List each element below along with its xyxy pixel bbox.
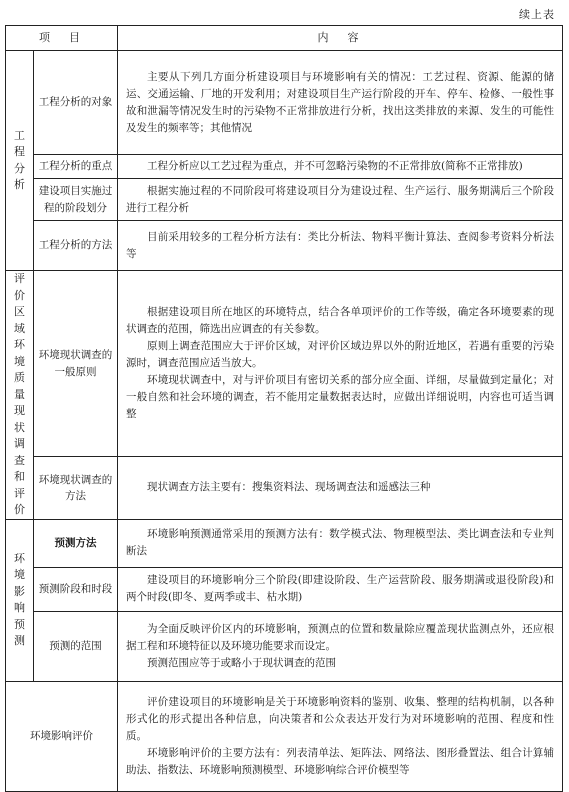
content-paragraph: 根据建设项目所在地区的环境特点，结合各单项评价的工作等级，确定各环境要素的现状调查的范围，筛选出应调查的有关参数。	[126, 306, 554, 336]
category-cell	[6, 271, 34, 520]
subitem-label: 预测方法	[54, 536, 97, 549]
content-cell	[118, 271, 563, 457]
content-table	[5, 25, 563, 792]
table-row	[6, 611, 563, 681]
category-label: 评价区域环境质量现状调查和评价	[14, 272, 25, 516]
subitem-cell	[34, 155, 118, 179]
content-cell	[118, 221, 563, 271]
content-cell	[118, 519, 563, 567]
subitem-label: 工程分析的对象	[38, 96, 113, 109]
content-paragraph: 建设项目的环境影响分三个阶段(即建设阶段、生产运营阶段、服务期满或退役阶段)和两个时段(即冬、夏两季或丰、枯水期)	[126, 574, 554, 603]
content-cell	[118, 611, 563, 681]
content-paragraph: 预测范围应等于或略小于现状调查的范围	[147, 656, 336, 669]
content-cell	[118, 681, 563, 791]
table-row	[6, 457, 563, 519]
subitem-cell	[34, 519, 118, 567]
table-header-row	[6, 26, 563, 51]
subitem-cell	[34, 611, 118, 681]
content-paragraph: 环境现状调查中，对与评价项目有密切关系的部分应全面、详细，尽量做到定量化；对一般自然和社会环境的调查，若不能用定量数据表达时，应做出详细说明，内容也可适当调整	[126, 374, 554, 421]
content-paragraph: 工程分析应以工艺过程为重点，并不可忽略污染物的不正常排放(简称不正常排放)	[147, 160, 523, 172]
content-paragraph: 现状调查方法主要有：搜集资料法、现场调查法和遥感法三种	[147, 481, 431, 494]
table-row	[6, 519, 563, 567]
subitem-label: 工程分析的方法	[38, 239, 113, 252]
table-row	[6, 221, 563, 271]
subitem-cell	[34, 271, 118, 457]
category-cell	[6, 51, 34, 271]
category-cell	[6, 519, 34, 681]
continuation-label: 续上表	[519, 8, 555, 21]
header-content: 内 容	[118, 26, 563, 51]
category-label: 环境影响预测	[14, 551, 25, 647]
subitem-label: 建设项目实施过程的阶段划分	[38, 185, 113, 214]
content-paragraph: 目前采用较多的工程分析方法有：类比分析法、物料平衡计算法、查阅参考资料分析法等	[126, 230, 554, 260]
merged-item-label: 环境影响评价	[30, 729, 93, 742]
category-label: 工程分析	[14, 128, 25, 191]
content-paragraph: 为全面反映评价区内的环境影响，预测点的位置和数量除应覆盖现状监测点外，还应根据工程和环境特征以及环境功能要求而设定。	[126, 622, 554, 652]
subitem-cell	[34, 179, 118, 221]
subitem-label: 环境现状调查的一般原则	[38, 349, 113, 378]
table-row	[6, 155, 563, 179]
table-row	[6, 567, 563, 611]
content-cell	[118, 567, 563, 611]
content-cell	[118, 51, 563, 155]
content-cell	[118, 457, 563, 519]
content-cell	[118, 155, 563, 179]
table-row	[6, 681, 563, 791]
subitem-label: 环境现状调查的方法	[38, 473, 113, 502]
content-paragraph: 主要从下列几方面分析建设项目与环境影响有关的情况：工艺过程、资源、能源的储运、交通运输、厂地的开发利用；对建设项目生产运行阶段的开车、停车、检修、一般性事故和泄漏等情况发生时的污染物不正常排放进行分析，找出这类排放的来源、发生的可能性及发生的频率等；其他情况	[126, 70, 554, 134]
subitem-label: 预测阶段和时段	[38, 582, 113, 595]
subitem-cell	[34, 457, 118, 519]
subitem-cell	[34, 51, 118, 155]
merged-item-cell	[6, 681, 118, 791]
table-row	[6, 51, 563, 155]
subitem-cell	[34, 221, 118, 271]
subitem-cell	[34, 567, 118, 611]
content-paragraph: 评价建设项目的环境影响是关于环境影响资料的鉴别、收集、整理的结构机制，以各种形式化的形式提出各种信息，向决策者和公众表达开发行为对环境影响的范围、程度和性质。	[126, 695, 554, 742]
table-row	[6, 271, 563, 457]
content-paragraph: 环境影响预测通常采用的预测方法有：数学模式法、物理模型法、类比调查法和专业判断法	[126, 528, 554, 557]
content-paragraph: 原则上调查范围应大于评价区域，对评价区域边界以外的附近地区，若遇有重要的污染源时，调查范围应适当放大。	[126, 340, 554, 370]
header-item: 项 目	[6, 26, 118, 51]
content-paragraph: 环境影响评价的主要方法有：列表清单法、矩阵法、网络法、图形叠置法、组合计算辅助法、指数法、环境影响预测模型、环境影响综合评价模型等	[126, 746, 554, 776]
subitem-label: 预测的范围	[49, 639, 102, 652]
content-paragraph: 根据实施过程的不同阶段可将建设项目分为建设过程、生产运行、服务期满后三个阶段进行工程分析	[126, 184, 554, 214]
subitem-label: 工程分析的重点	[38, 160, 113, 173]
content-cell	[118, 179, 563, 221]
table-row	[6, 179, 563, 221]
